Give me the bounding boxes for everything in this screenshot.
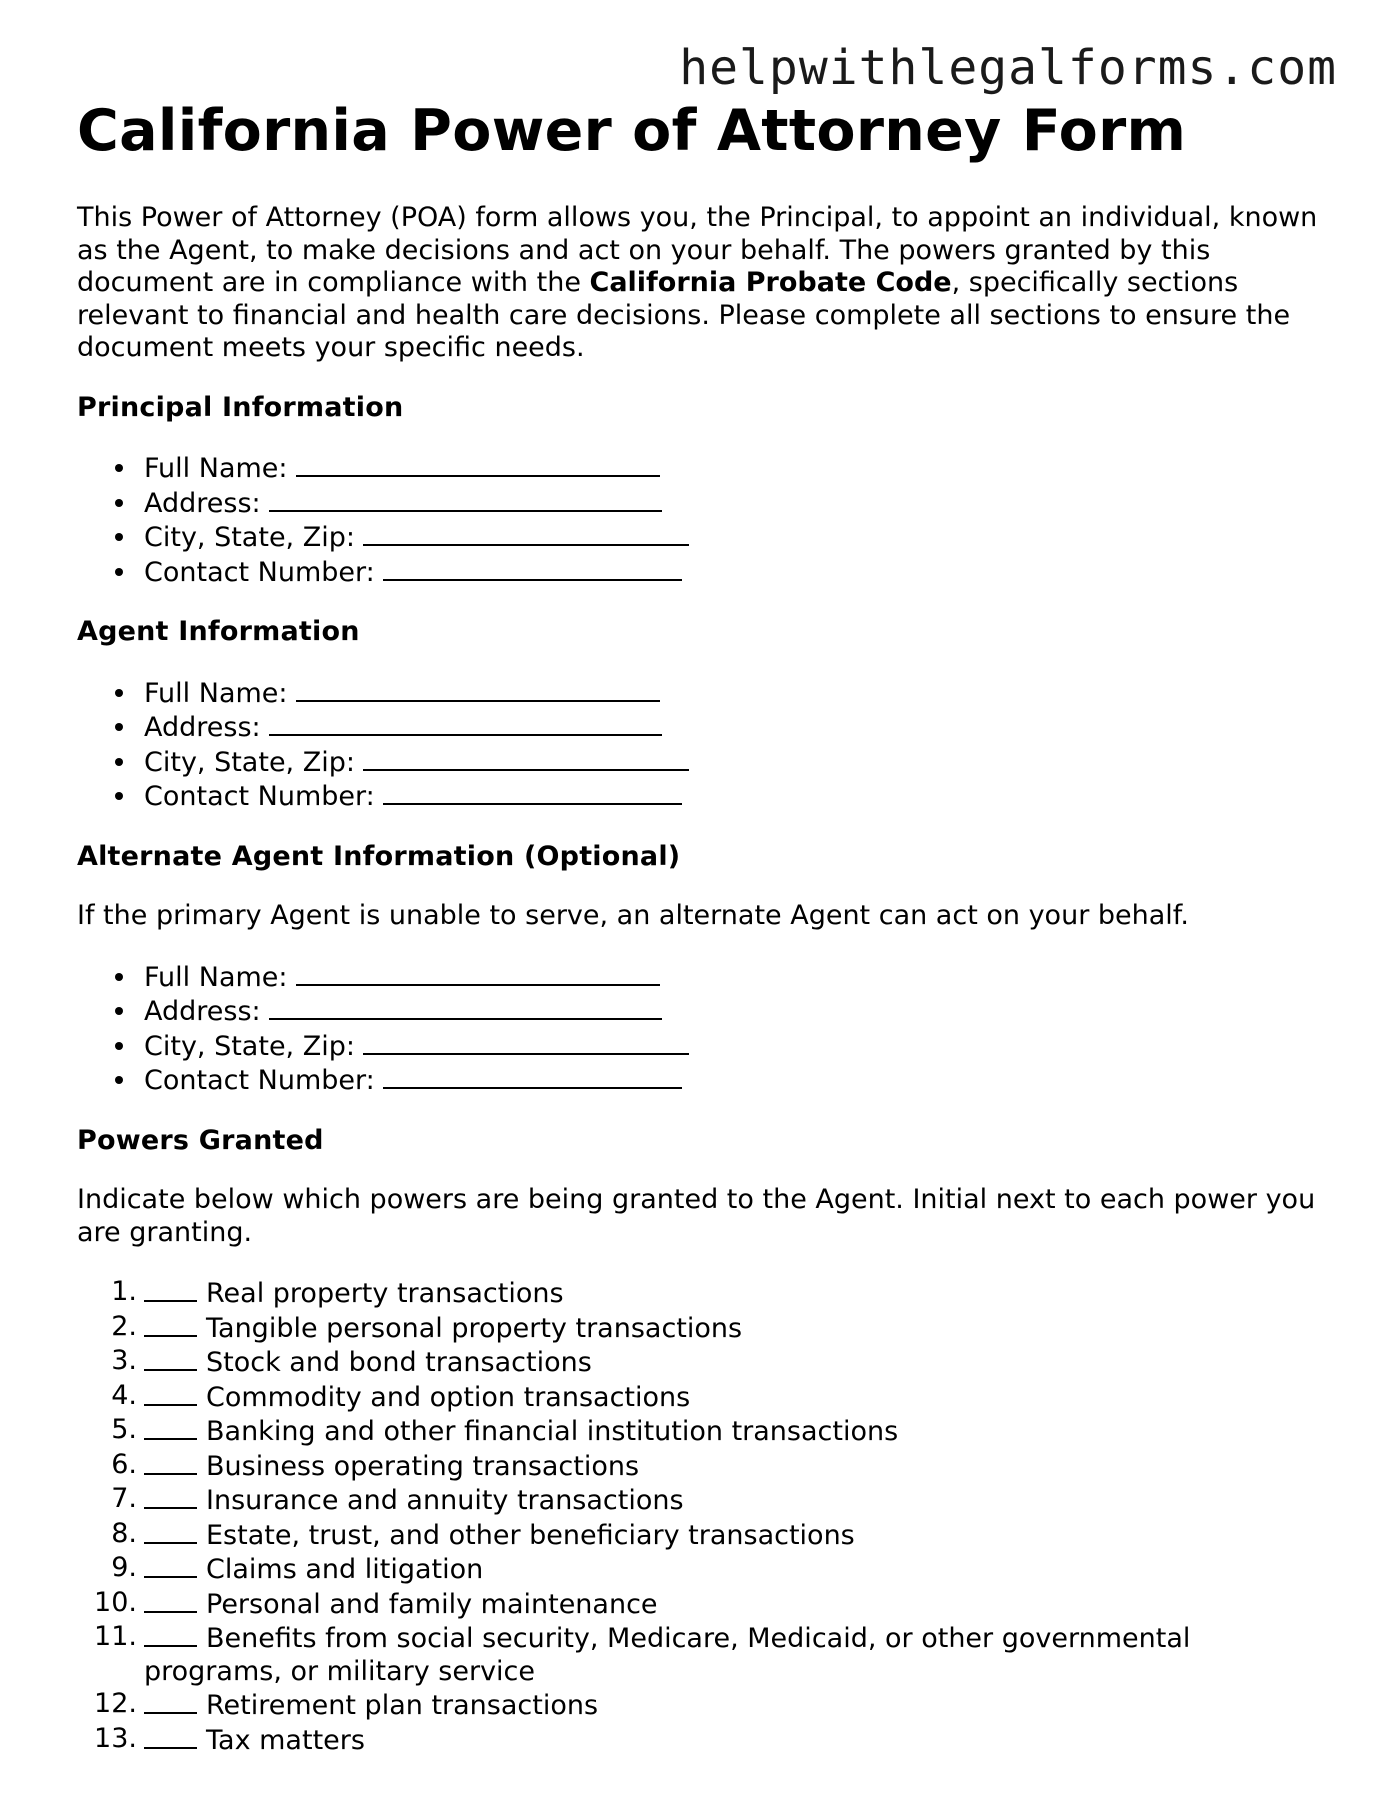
initial-blank[interactable]: [144, 1621, 197, 1647]
power-text: Real property transactions: [206, 1278, 564, 1309]
principal-contact-row: [77, 555, 1327, 590]
power-item: [77, 1276, 1284, 1311]
principal-heading: Principal Information: [77, 391, 404, 423]
alternate-contact-blank[interactable]: [383, 1063, 682, 1089]
power-text: Tangible personal property transactions: [206, 1312, 743, 1344]
agent-fields: [77, 676, 1327, 814]
principal-contact-blank[interactable]: [383, 555, 682, 581]
power-text: Business operating transactions: [206, 1450, 640, 1482]
agent-full-name-blank[interactable]: [296, 676, 660, 702]
intro-text-after: , specifically sections relevant to financial and health care decisions. Please complete all sections to ensure the document meets your specific needs.: [77, 267, 1291, 363]
power-text: Banking and other financial institution transactions: [206, 1416, 899, 1447]
power-item: [77, 1552, 1284, 1587]
principal-address-row: [77, 486, 1327, 521]
intro-text-before: This Power of Attorney (POA) form allows you, the Principal, to appoint an individual, known as the Agent, to make decisions and act on your behalf. The powers granted by this document are in compliance with the: [77, 202, 1318, 298]
alternate-agent-heading: Alternate Agent Information (Optional): [77, 840, 681, 872]
alternate-agent-fields: [77, 960, 1327, 1098]
probate-code-reference: California Probate Code: [589, 267, 952, 298]
power-item: [77, 1449, 1284, 1484]
power-text: Tax matters: [206, 1724, 365, 1756]
initial-blank[interactable]: [144, 1688, 197, 1714]
power-item: [77, 1483, 1284, 1518]
power-number: 8.: [111, 1517, 137, 1549]
power-number: 12.: [94, 1688, 137, 1719]
page-title: California Power of Attorney Form: [77, 98, 1187, 164]
initial-blank[interactable]: [144, 1587, 197, 1613]
agent-address-row: [77, 710, 1327, 745]
initial-blank[interactable]: [144, 1414, 197, 1440]
initial-blank[interactable]: [144, 1380, 197, 1406]
alternate-address-blank[interactable]: [269, 994, 662, 1020]
alternate-city-state-zip-row: [77, 1029, 1327, 1064]
field-label: Full Name:: [144, 453, 288, 484]
alternate-contact-row: [77, 1063, 1327, 1098]
power-item: [77, 1688, 1284, 1723]
field-label: City, State, Zip:: [144, 746, 355, 778]
power-item: [77, 1518, 1284, 1553]
power-item: [77, 1311, 1284, 1346]
power-number: 2.: [111, 1310, 137, 1342]
power-number: 6.: [111, 1448, 137, 1480]
power-number: 1.: [111, 1276, 137, 1307]
principal-fields: [77, 451, 1327, 589]
initial-blank[interactable]: [144, 1552, 197, 1578]
power-number: 11.: [94, 1621, 137, 1652]
field-label: Full Name:: [144, 677, 288, 709]
power-number: 13.: [94, 1722, 137, 1754]
initial-blank[interactable]: [144, 1723, 197, 1749]
document-page: [77, 96, 1327, 1757]
initial-blank[interactable]: [144, 1449, 197, 1475]
agent-address-blank[interactable]: [269, 710, 662, 736]
agent-contact-blank[interactable]: [383, 779, 682, 805]
power-text: Claims and litigation: [206, 1554, 484, 1585]
field-label: Address:: [144, 487, 261, 519]
principal-city-state-zip-row: [77, 520, 1327, 555]
intro-paragraph: [77, 202, 1327, 365]
power-item: [77, 1723, 1284, 1758]
field-label: Contact Number:: [144, 556, 375, 588]
field-label: Address:: [144, 712, 261, 743]
initial-blank[interactable]: [144, 1345, 197, 1371]
agent-contact-row: [77, 779, 1327, 814]
power-item: [77, 1587, 1284, 1622]
powers-heading: Powers Granted: [77, 1124, 324, 1156]
agent-heading: Agent Information: [77, 616, 360, 647]
field-label: City, State, Zip:: [144, 522, 355, 553]
powers-instructions: Indicate below which powers are being granted to the Agent. Initial next to each power you are granting.: [77, 1184, 1316, 1248]
alternate-full-name-blank[interactable]: [296, 960, 660, 986]
power-text: Stock and bond transactions: [206, 1347, 592, 1378]
field-label: Address:: [144, 996, 261, 1027]
alternate-agent-note: If the primary Agent is unable to serve, an alternate Agent can act on your behalf.: [77, 900, 1189, 931]
power-item: [77, 1345, 1284, 1380]
alternate-address-row: [77, 994, 1327, 1029]
principal-full-name-row: [77, 451, 1327, 486]
power-number: 3.: [111, 1345, 137, 1376]
field-label: City, State, Zip:: [144, 1030, 355, 1062]
power-text: Retirement plan transactions: [206, 1690, 599, 1721]
principal-address-blank[interactable]: [269, 486, 662, 512]
alternate-city-state-zip-blank[interactable]: [363, 1029, 689, 1055]
power-text: Insurance and annuity transactions: [206, 1485, 684, 1516]
power-text: Personal and family maintenance: [206, 1588, 658, 1620]
power-number: 10.: [94, 1586, 137, 1618]
initial-blank[interactable]: [144, 1276, 197, 1302]
power-text: Estate, trust, and other beneficiary transactions: [206, 1519, 855, 1551]
field-label: Contact Number:: [144, 1065, 375, 1096]
power-number: 5.: [111, 1414, 137, 1445]
principal-city-state-zip-blank[interactable]: [363, 520, 689, 546]
field-label: Contact Number:: [144, 781, 375, 812]
field-label: Full Name:: [144, 961, 288, 993]
agent-city-state-zip-row: [77, 745, 1327, 780]
initial-blank[interactable]: [144, 1518, 197, 1544]
initial-blank[interactable]: [144, 1311, 197, 1337]
power-text: Benefits from social security, Medicare, Medicaid, or other governmental programs, or military service: [144, 1623, 1191, 1687]
power-number: 7.: [111, 1483, 137, 1514]
powers-list: [77, 1276, 1327, 1757]
initial-blank[interactable]: [144, 1483, 197, 1509]
power-number: 9.: [111, 1552, 137, 1583]
principal-full-name-blank[interactable]: [296, 451, 660, 477]
site-watermark: helpwithlegalforms.com: [679, 40, 1337, 96]
alternate-full-name-row: [77, 960, 1327, 995]
agent-full-name-row: [77, 676, 1327, 711]
power-item: [77, 1380, 1284, 1415]
power-item: [77, 1621, 1284, 1688]
power-number: 4.: [111, 1379, 137, 1411]
agent-city-state-zip-blank[interactable]: [363, 745, 689, 771]
power-item: [77, 1414, 1284, 1449]
power-text: Commodity and option transactions: [206, 1381, 691, 1413]
